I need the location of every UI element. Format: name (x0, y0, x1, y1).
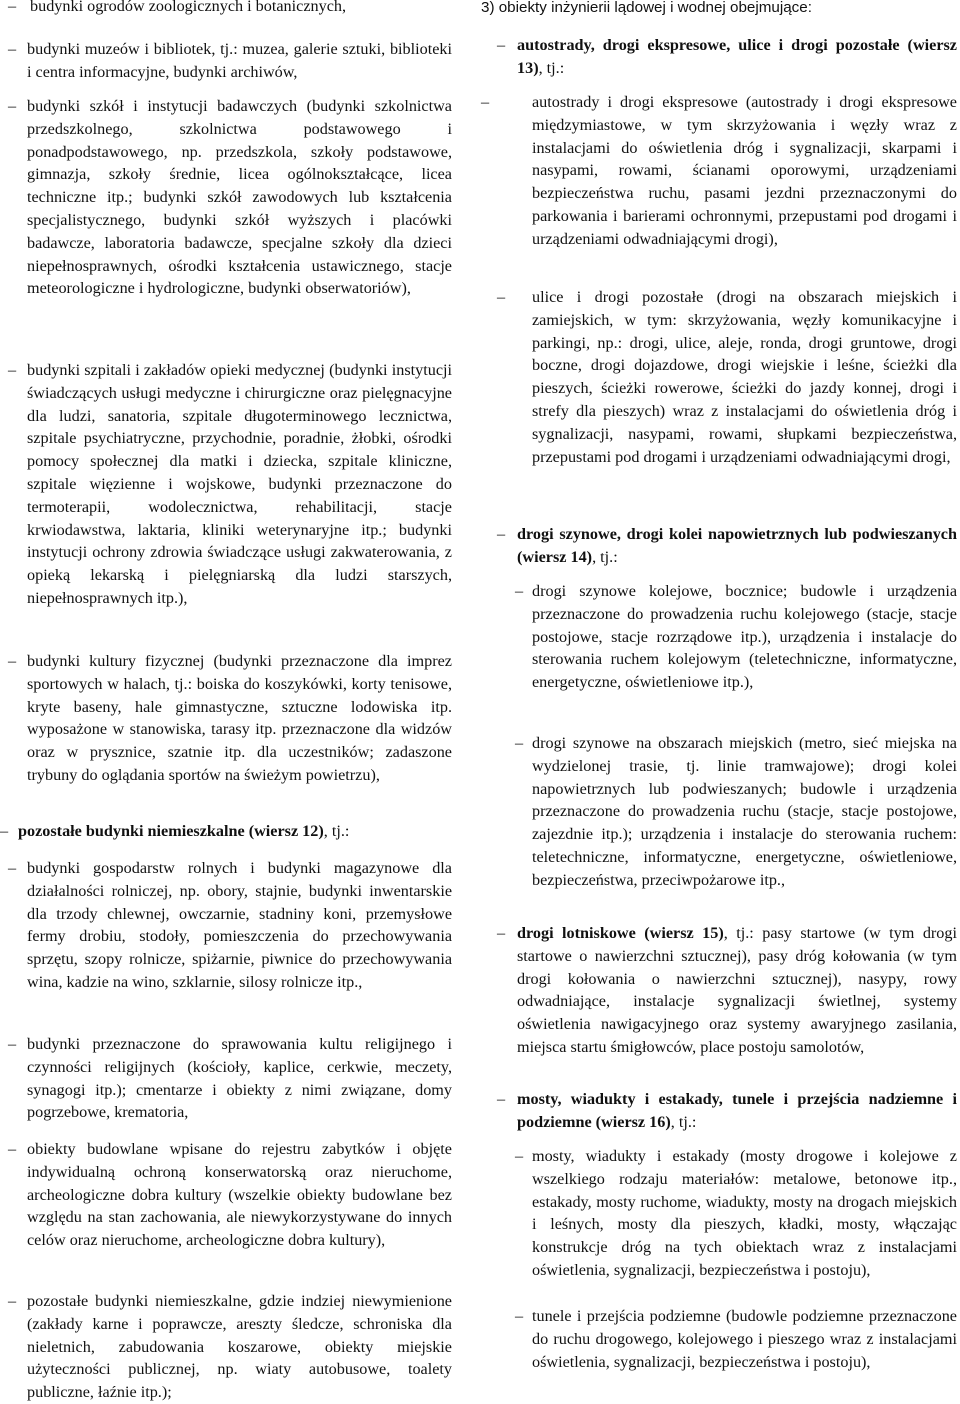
right-item-2 (481, 91, 957, 251)
left-item-7 (0, 1033, 452, 1124)
item-heading: drogi szynowe, drogi kolei napowietrznych lub podwieszanych (wiersz 14) (517, 525, 957, 566)
left-item-1 (0, 38, 452, 84)
item-text (27, 359, 452, 610)
list-dash: – (8, 361, 17, 379)
item-text (27, 1290, 452, 1404)
item-body: budynki kultury fizycznej (budynki przeznaczone dla imprez sportowych w halach, tj.: boiska do koszykówki, korty tenisowe, kryte baseny, hale gimnastyczne, sztuczne lodowiska itp. wyposażone w stanowiska, tarasy itp. przeznaczone dla widzów oraz w prysznice, szatnie itp. dla uczestników; zadaszone trybuny do oglądania sportów na świeżym powietrzu), (27, 652, 452, 784)
right-item-0 (481, 0, 957, 19)
item-text (532, 580, 957, 694)
item-text (517, 1088, 957, 1134)
item-body: autostrady i drogi ekspresowe (autostrady i drogi ekspresowe międzymiastowe, w tym skrzyżowania i węzły wraz z instalacjami do oświetlenia dróg i sygnalizacji, skarpami i nasypami, rowami, ścianami oporowymi, urządzeniami bezpieczeństwa ruchu, pasami jezdni przeznaczonymi do parkowania i barierami ochronnymi, przepustami pod drogami i urządzeniami odwadniającymi drogi), (532, 93, 957, 248)
item-body: budynki szpitali i zakładów opieki medycznej (budynki instytucji świadczących usługi medyczne i chirurgiczne oraz pielęgnacyjne dla ludzi, sanatoria, szpitale długoterminowego lecznictwa, szpitale psychiatryczne, przychodnie, poradnie, żłobki, ośrodki pomocy społecznej dla matki i dziecka, szpitale kliniczne, szpitale więzienne i wojskowe, budynki przeznaczone do termoterapii, wodolecznictwa, rehabilitacji, stacje krwiodawstwa, laktaria, kliniki weterynaryjne itp.; budynki instytucji ochrony zdrowia świadczące usługi zakwaterowania, z opieką lekarską i pielęgniarską dla ludzi starszych, niepełnosprawnych itp.), (27, 361, 452, 607)
right-item-4 (481, 523, 957, 569)
item-suffix: , tj.: (538, 58, 565, 77)
item-text (517, 523, 957, 569)
list-dash: – (497, 288, 506, 306)
item-rest: , tj.: pasy startowe (w tym drogi startowe o nawierzchni sztucznej), pasy dróg kołowania (w tym drogi kołowania o nawierzchni sztucznej), nasypy, rowy odwadniające, instalacje sygnalizacji świetlnej, systemy oświetlenia nawigacyjnego oraz systemy awaryjnego zasilania, miejsca startu śmigłowców, place postoju samolotów, (517, 924, 957, 1056)
item-heading: autostrady, drogi ekspresowe, ulice i drogi pozostałe (wiersz 13) (517, 36, 957, 77)
item-body: drogi szynowe na obszarach miejskich (metro, sieć miejska na wydzielonej trasie, tj. linie tramwajowe); drogi kolei napowietrznych lub podwieszanych; budowle i urządzenia przeznaczone do prowadzenia ruchu (stacje, stacje postojowe, zajezdnie itp.); urządzenia i instalacje do sterowania ruchem: teletechniczne, informatyczne, energetyczne, oświetleniowe, bezpieczeństwa, przeciwpożarowe itp., (532, 734, 957, 889)
item-text (27, 857, 452, 994)
list-dash: – (8, 97, 17, 115)
right-item-1 (481, 34, 957, 80)
item-heading: pozostałe budynki niemieszkalne (wiersz 12) (18, 822, 324, 840)
list-dash: – (481, 93, 490, 111)
item-heading: mosty, wiadukty i estakady, tunele i przejścia nadziemne i podziemne (wiersz 16) (517, 1090, 957, 1131)
list-dash: – (497, 525, 506, 543)
item-body: budynki gospodarstw rolnych i budynki magazynowe dla działalności rolniczej, np. obory, stajnie, budynki inwentarskie dla trzody chlewnej, owczarnie, stadniny koni, przemysłowe fermy drobiu, stodoły, pomieszczenia do przechowywania sprzętu, szopy rolnicze, spiżarnie, piwnice do przechowywania wina, kadzie na wino, szklarnie, silosy rolnicze itp., (27, 859, 452, 991)
item-body: pozostałe budynki niemieszkalne, gdzie indziej niewymienione (zakłady karne i poprawcze, areszty śledcze, schroniska dla nieletnich, zabudowania koszarowe, obiekty miejskie użyteczności publicznej, np. wiaty autobusowe, toalety publiczne, łaźnie itp.); (27, 1292, 452, 1402)
item-body: tunele i przejścia podziemne (budowle podziemne przeznaczone do ruchu drogowego, kolejowego i pieszego wraz z instalacjami oświetlenia, sygnalizacji, bezpieczeństwa i postoju), (532, 1307, 957, 1371)
item-text (27, 38, 452, 84)
left-item-8 (0, 1138, 452, 1252)
right-item-8 (481, 1088, 957, 1134)
item-text (18, 820, 452, 843)
list-dash: – (8, 0, 17, 15)
list-dash: – (8, 652, 17, 670)
item-text (30, 0, 452, 18)
list-dash: – (8, 1035, 17, 1053)
list-dash: – (8, 40, 17, 58)
left-item-6 (0, 857, 452, 994)
left-item-0 (0, 0, 452, 18)
list-dash: – (515, 1307, 524, 1325)
left-item-9 (0, 1290, 452, 1404)
item-suffix: , tj.: (592, 547, 618, 566)
list-dash: – (497, 36, 506, 54)
item-text (517, 34, 957, 80)
list-dash: – (8, 859, 17, 877)
right-item-3 (481, 286, 957, 468)
item-text (532, 286, 957, 468)
list-dash: – (497, 924, 506, 942)
item-body: drogi szynowe kolejowe, bocznice; budowle i urządzenia przeznaczone do prowadzenia ruchu kolejowego (stacje, stacje postojowe, stacje rozrządowe itp.), urządzenia i instalacje do sterowania ruchem kolejowym (teletechniczne, informatyczne, energetyczne, oświetleniowe itp.), (532, 582, 957, 692)
list-dash: – (0, 822, 9, 840)
item-text (27, 1138, 452, 1252)
section-heading: 3) obiekty inżynierii lądowej i wodnej obejmujące: (481, 0, 812, 16)
left-item-2 (0, 95, 452, 300)
right-item-7 (481, 922, 957, 1059)
item-suffix: , tj.: (323, 822, 350, 840)
item-body: budynki szkół i instytucji badawczych (budynki szkolnictwa przedszkolnego, szkolnictwa podstawowego i ponadpodstawowego, np. przedszkola, szkoły podstawowe, gimnazja, szkoły średnie, licea ogólnokształcące, licea techniczne itp.; budynki szkół zawodowych lub kształcenia specjalistycznego, budynki szkół wyższych i placówki badawcze, laboratoria badawcze, specjalne szkoły dla dzieci niepełnosprawnych, ośrodki kształcenia ustawicznego, stacje meteorologiczne i hydrologiczne, budynki obserwatoriów), (27, 97, 452, 298)
list-dash: – (8, 1140, 17, 1158)
item-text (532, 732, 957, 892)
item-body: budynki ogrodów zoologicznych i botanicznych, (30, 0, 347, 15)
item-text (27, 1033, 452, 1124)
item-text (517, 922, 957, 1059)
left-item-5 (0, 820, 452, 843)
list-dash: – (515, 582, 524, 600)
item-text (532, 91, 957, 251)
item-text (481, 0, 957, 19)
item-body: obiekty budowlane wpisane do rejestru zabytków i objęte indywidualną ochroną konserwatorską oraz nieruchome, archeologiczne dobra kultury (wszelkie obiekty budowlane bez względu na stan zachowania, ale niewykorzystywane do innych celów oraz nieruchome, archeologiczne dobra kultury), (27, 1140, 452, 1250)
right-item-5 (481, 580, 957, 694)
item-body: budynki przeznaczone do sprawowania kultu religijnego i czynności religijnych (kościoły, kaplice, cerkwie, meczety, synagogi itp.); cmentarze i obiekty z nimi związane, domy pogrzebowe, krematoria, (27, 1035, 452, 1122)
list-dash: – (497, 1090, 506, 1108)
item-heading: drogi lotniskowe (wiersz 15) (517, 924, 724, 942)
left-item-4 (0, 650, 452, 787)
list-dash: – (515, 1147, 524, 1165)
right-item-9 (481, 1145, 957, 1282)
list-dash: – (515, 734, 524, 752)
item-suffix: , tj.: (670, 1112, 697, 1131)
item-text (532, 1145, 957, 1282)
right-item-10 (481, 1305, 957, 1373)
left-item-3 (0, 359, 452, 610)
item-body: mosty, wiadukty i estakady (mosty drogowe i kolejowe z wszelkiego rodzaju materiałów: metalowe, betonowe itp., estakady, mosty ruchome, wiadukty, mosty na drogach miejskich i leśnych, mosty dla pieszych, kładki, mosty, włączając konstrukcje dróg na tych obiektach wraz z instalacjami oświetlenia, sygnalizacji, bezpieczeństwa i postoju), (532, 1147, 957, 1279)
list-dash: – (8, 1292, 17, 1310)
right-item-6 (481, 732, 957, 892)
item-text (532, 1305, 957, 1373)
item-body: budynki muzeów i bibliotek, tj.: muzea, galerie sztuki, biblioteki i centra informacyjne, budynki archiwów, (27, 40, 452, 81)
item-body: ulice i drogi pozostałe (drogi na obszarach miejskich i zamiejskich, w tym: skrzyżowania, węzły komunikacyjne i parkingi, np.: drogi, ulice, aleje, ronda, drogi gruntowe, drogi boczne, drogi dojazdowe, drogi wiejskie i leśne, ścieżki dla pieszych, ścieżki rowerowe, ścieżki do jazdy konnej, drogi i strefy dla pieszych) wraz z instalacjami do oświetlenia dróg i sygnalizacji, nasypami, rowami, słupkami bezpieczeństwa, przepustami pod drogami i urządzeniami odwadniającymi drogi, (532, 288, 957, 466)
item-text (27, 95, 452, 300)
item-text (27, 650, 452, 787)
